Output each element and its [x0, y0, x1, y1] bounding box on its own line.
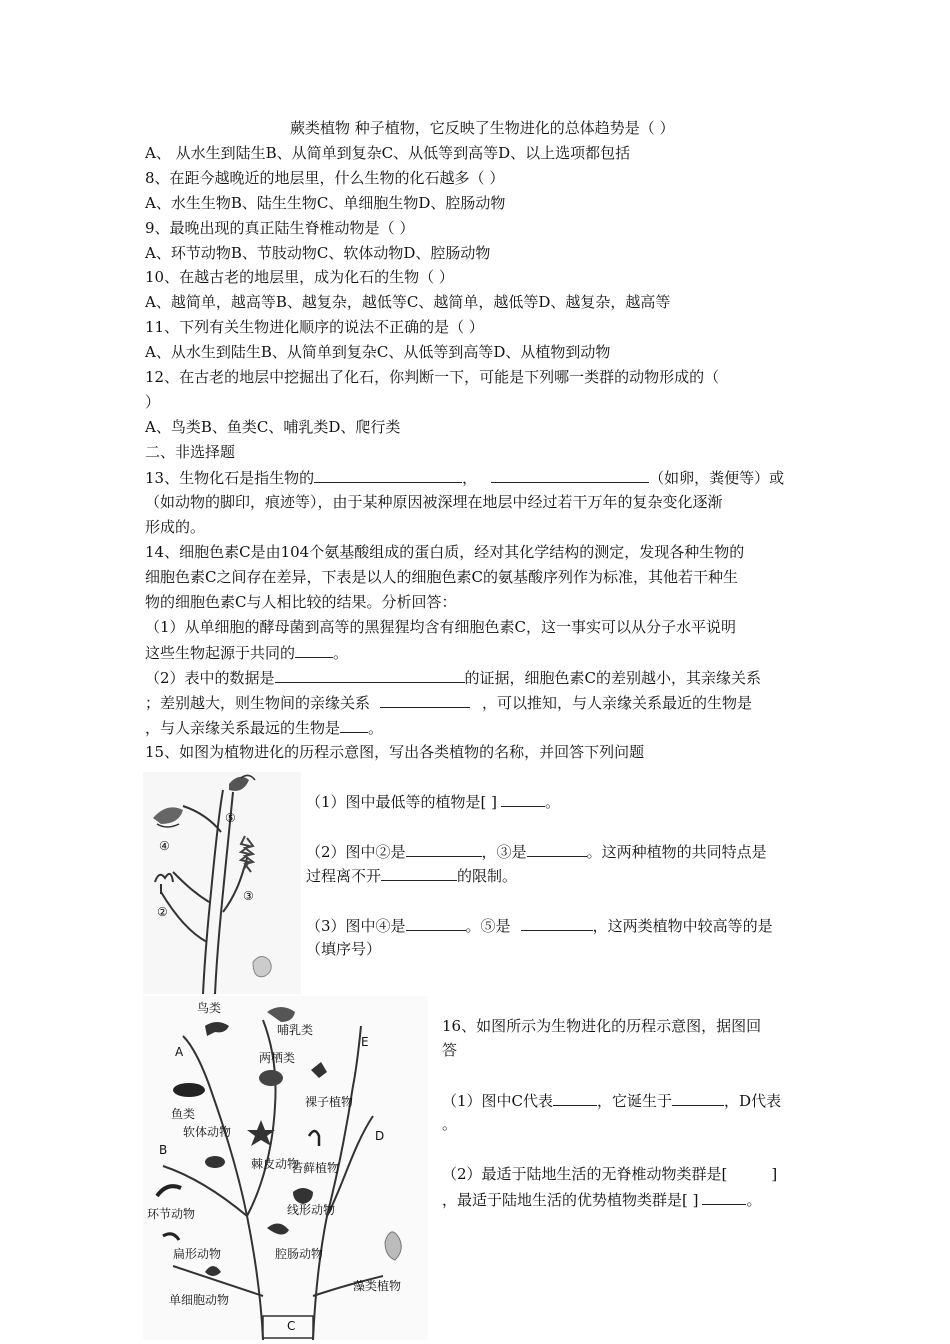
q14-text: 。	[368, 719, 384, 737]
question-10-options: A、越简单，越高等B、越复杂，越低等C、越简单，越低等D、越复杂，越高等	[145, 293, 671, 311]
q15-text: 的限制。	[457, 867, 518, 885]
answer-blank[interactable]	[501, 790, 545, 807]
q15-text: （1）图中最低等的植物是[ ]	[306, 793, 498, 811]
q14-text: ，与人亲缘关系最远的生物是	[145, 719, 341, 737]
label-mollusks: 软体动物	[183, 1125, 232, 1139]
q13-text-b: ，	[462, 469, 478, 487]
answer-blank[interactable]	[553, 1089, 597, 1106]
label-gymnosperms: 裸子植物	[305, 1095, 354, 1109]
q15-part1	[306, 790, 560, 812]
q15-text: 。	[545, 793, 561, 811]
question-14-part1-cont	[145, 641, 348, 663]
answer-blank[interactable]	[527, 840, 587, 857]
algae-icon	[253, 956, 271, 976]
q14-text: ，可以推知，与人亲缘关系最近的生物是	[482, 694, 753, 712]
q14-text: 。	[333, 644, 349, 662]
answer-blank[interactable]	[406, 914, 466, 931]
label-B: B	[159, 1143, 168, 1157]
answer-blank[interactable]	[314, 466, 462, 483]
q15-part2	[306, 840, 767, 862]
q14-text: 的证据，细胞色素C的差别越小，其亲缘关系	[464, 669, 762, 687]
question-14-cont2: 物的细胞色素C与人相比较的结果。分析回答：	[145, 593, 457, 611]
q15-text: （3）图中④是	[306, 917, 406, 935]
q16-text: ，它诞生于	[597, 1092, 673, 1110]
label-D: D	[375, 1129, 385, 1143]
q16-intro-cont: 答	[442, 1041, 458, 1059]
label-echinoderms: 棘皮动物	[251, 1157, 300, 1171]
question-14-part2	[145, 666, 761, 688]
q16-text: （1）图中C代表	[442, 1092, 554, 1110]
q16-text: ]	[771, 1165, 778, 1183]
text-line-1: A、 从水生到陆生B、从简单到复杂C、从低等到高等D、以上选项都包括	[145, 144, 631, 162]
question-9: 9、最晚出现的真正陆生脊椎动物是（ ）	[145, 219, 415, 237]
answer-blank[interactable]	[380, 691, 470, 708]
label-2: ②	[157, 905, 168, 919]
answer-blank[interactable]	[295, 641, 333, 658]
question-8-options: A、水生生物B、陆生生物C、单细胞生物D、腔肠动物	[145, 194, 506, 212]
q16-part1	[442, 1089, 781, 1111]
q15-text: 。⑤是	[465, 917, 511, 935]
label-5: ⑤	[225, 811, 236, 825]
label-mosses: 苔藓植物	[291, 1161, 340, 1175]
label-4: ④	[159, 839, 170, 853]
question-14-cont1: 细胞色素C之间存在差异，下表是以人的细胞色素C的氨基酸序列作为标准，其他若干种生	[145, 568, 738, 586]
q14-text: ；差别越大，则生物间的亲缘关系	[145, 694, 371, 712]
question-12: 12、在古老的地层中挖掘出了化石，你判断一下，可能是下列哪一类群的动物形成的（	[145, 368, 720, 386]
label-algae: 藻类植物	[353, 1279, 402, 1293]
label-fish: 鱼类	[171, 1107, 196, 1121]
answer-blank[interactable]	[672, 1089, 724, 1106]
text-line-0: 蕨类植物 种子植物，它反映了生物进化的总体趋势是（ ）	[290, 119, 675, 137]
evolution-tree-figure	[143, 996, 428, 1340]
q16-intro: 16、如图所示为生物进化的历程示意图，据图回	[442, 1017, 762, 1035]
label-coelenterates: 腔肠动物	[275, 1247, 324, 1261]
label-unicellular: 单细胞动物	[169, 1293, 230, 1307]
q15-part2-cont	[306, 864, 517, 886]
label-C: C	[287, 1319, 296, 1333]
label-nematodes: 线形动物	[287, 1203, 336, 1217]
question-14-part2-end	[145, 716, 383, 738]
question-8: 8、在距今越晚近的地层里，什么生物的化石越多（ ）	[145, 169, 505, 187]
question-12-cont: ）	[145, 393, 161, 411]
q16-text: 。	[746, 1191, 762, 1209]
evolution-tree-svg	[143, 996, 428, 1340]
q14-text: （2）表中的数据是	[145, 669, 275, 687]
question-11: 11、下列有关生物进化顺序的说法不正确的是（ ）	[145, 318, 484, 336]
plant-evolution-figure	[143, 772, 301, 994]
answer-blank[interactable]	[521, 914, 593, 931]
question-13	[145, 466, 784, 488]
figure-background	[143, 772, 301, 994]
q15-part3-cont: （填序号）	[306, 940, 382, 958]
q16-part1-end: 。	[442, 1115, 458, 1133]
label-annelids: 环节动物	[147, 1207, 196, 1221]
q15-text: ，③是	[481, 843, 527, 861]
answer-blank[interactable]	[381, 864, 457, 881]
amphibian-icon	[259, 1070, 283, 1086]
question-15: 15、如图为植物进化的历程示意图，写出各类植物的名称，并回答下列问题	[145, 743, 645, 761]
q16-text: （2）最适于陆地生活的无脊椎动物类群是[	[442, 1165, 728, 1183]
q15-text: （2）图中②是	[306, 843, 406, 861]
question-13-end: 形成的。	[145, 518, 206, 536]
question-11-options: A、从水生到陆生B、从简单到复杂C、从低等到高等D、从植物到动物	[145, 343, 611, 361]
question-14: 14、细胞色素C是由104个氨基酸组成的蛋白质，经对其化学结构的测定，发现各种生物的	[145, 543, 745, 561]
question-9-options: A、环节动物B、节肢动物C、软体动物D、腔肠动物	[145, 244, 491, 262]
answer-blank[interactable]	[275, 666, 465, 683]
mollusk-icon	[205, 1156, 225, 1168]
q16-text: ，D代表	[724, 1092, 782, 1110]
question-10: 10、在越古老的地层里，成为化石的生物（ ）	[145, 268, 454, 286]
answer-blank[interactable]	[340, 716, 368, 733]
q13-text-c: （如卵，粪便等）或	[649, 469, 785, 487]
label-3: ③	[243, 889, 254, 903]
question-14-part2-cont	[145, 691, 752, 713]
label-amphibians: 两栖类	[259, 1051, 296, 1065]
question-13-cont: （如动物的脚印，痕迹等），由于某种原因被深埋在地层中经过若干万年的复杂变化逐渐	[145, 493, 723, 511]
answer-blank[interactable]	[406, 840, 482, 857]
q15-text: ，这两类植物中较高等的是	[592, 917, 773, 935]
q16-text: ，最适于陆地生活的优势植物类群是[ ]	[442, 1191, 699, 1209]
q13-text-a: 13、生物化石是指生物的	[145, 469, 315, 487]
label-E: E	[361, 1035, 369, 1049]
q16-part2-cont	[442, 1188, 762, 1210]
q16-part2	[442, 1163, 777, 1185]
q15-text: 。这两种植物的共同特点是	[586, 843, 767, 861]
answer-blank[interactable]	[702, 1188, 746, 1205]
q14-text: 这些生物起源于共同的	[145, 644, 296, 662]
label-A: A	[175, 1045, 184, 1059]
label-mammals: 哺乳类	[277, 1023, 314, 1037]
q15-text: 过程离不开	[306, 867, 382, 885]
section-heading: 二、非选择题	[145, 443, 236, 461]
label-flatworms: 扁形动物	[173, 1247, 222, 1261]
plant-evolution-svg	[143, 772, 301, 994]
question-14-part1: （1）从单细胞的酵母菌到高等的黑猩猩均含有细胞色素C，这一事实可以从分子水平说明	[145, 618, 737, 636]
label-birds: 鸟类	[197, 1001, 222, 1015]
question-12-options: A、鸟类B、鱼类C、哺乳类D、爬行类	[145, 418, 401, 436]
answer-blank[interactable]	[491, 466, 649, 483]
q15-part3	[306, 914, 773, 936]
fish-icon	[173, 1083, 205, 1097]
